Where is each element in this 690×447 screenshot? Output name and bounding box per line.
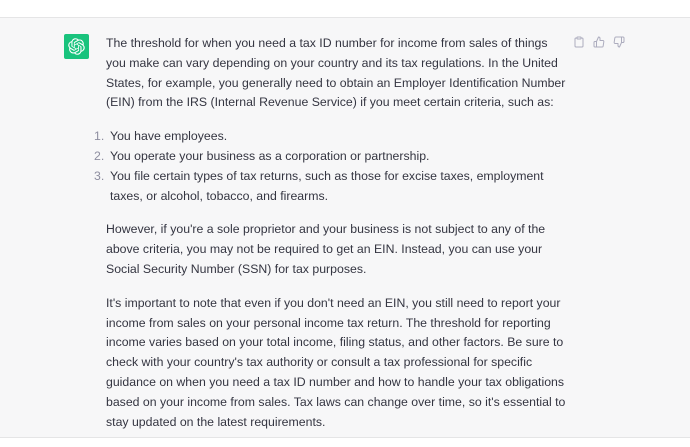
list-item <box>94 147 568 167</box>
assistant-message-content <box>94 34 568 432</box>
list-item-text: You file certain types of tax returns, such as those for excise taxes, employment taxes, or alcohol, tobacco, and firearms. <box>110 168 544 203</box>
bottom-strip <box>0 438 690 447</box>
list-item <box>94 127 568 147</box>
criteria-list <box>94 127 568 206</box>
message-paragraph-3: It's important to note that even if you don't need an EIN, you still need to report your income from sales on your personal income tax return. The threshold for reporting income varies based on your total income, filing status, and other factors. Be sure to check with your country's tax authority or consult a tax professional for specific guidance on when you need a tax ID number and how to handle your tax obligations based on your income from sales. Tax laws can change over time, so it's essential to stay updated on the latest requirements. <box>106 295 566 429</box>
message-actions <box>572 35 626 49</box>
list-item-text: You have employees. <box>110 129 228 144</box>
openai-logo-icon <box>68 38 85 55</box>
assistant-avatar <box>64 34 89 59</box>
copy-button[interactable] <box>572 35 586 49</box>
list-item-number: 2. <box>94 148 105 163</box>
thumbs-down-icon <box>613 36 625 48</box>
list-item-number: 1. <box>94 129 105 144</box>
list-item-number: 3. <box>94 168 105 183</box>
list-item <box>94 167 568 207</box>
thumbs-up-button[interactable] <box>592 35 606 49</box>
clipboard-icon <box>573 36 585 48</box>
message-paragraph-2: However, if you're a sole proprietor and your business is not subject to any of the above criteria, you may not be required to get an EIN. Instead, you can use your Social Security Number (SSN) for tax purposes. <box>106 222 546 276</box>
top-strip <box>0 0 690 18</box>
thumbs-up-icon <box>593 36 605 48</box>
thumbs-down-button[interactable] <box>612 35 626 49</box>
list-item-text: You operate your business as a corporation or partnership. <box>110 148 430 163</box>
message-intro-paragraph: The threshold for when you need a tax ID number for income from sales of things you make can vary depending on your country and its tax regulations. In the United States, for example, you generally need to obtain an Employer Identification Number (EIN) from the IRS (Internal Revenue Service) if you meet certain criteria, such as: <box>106 36 566 110</box>
